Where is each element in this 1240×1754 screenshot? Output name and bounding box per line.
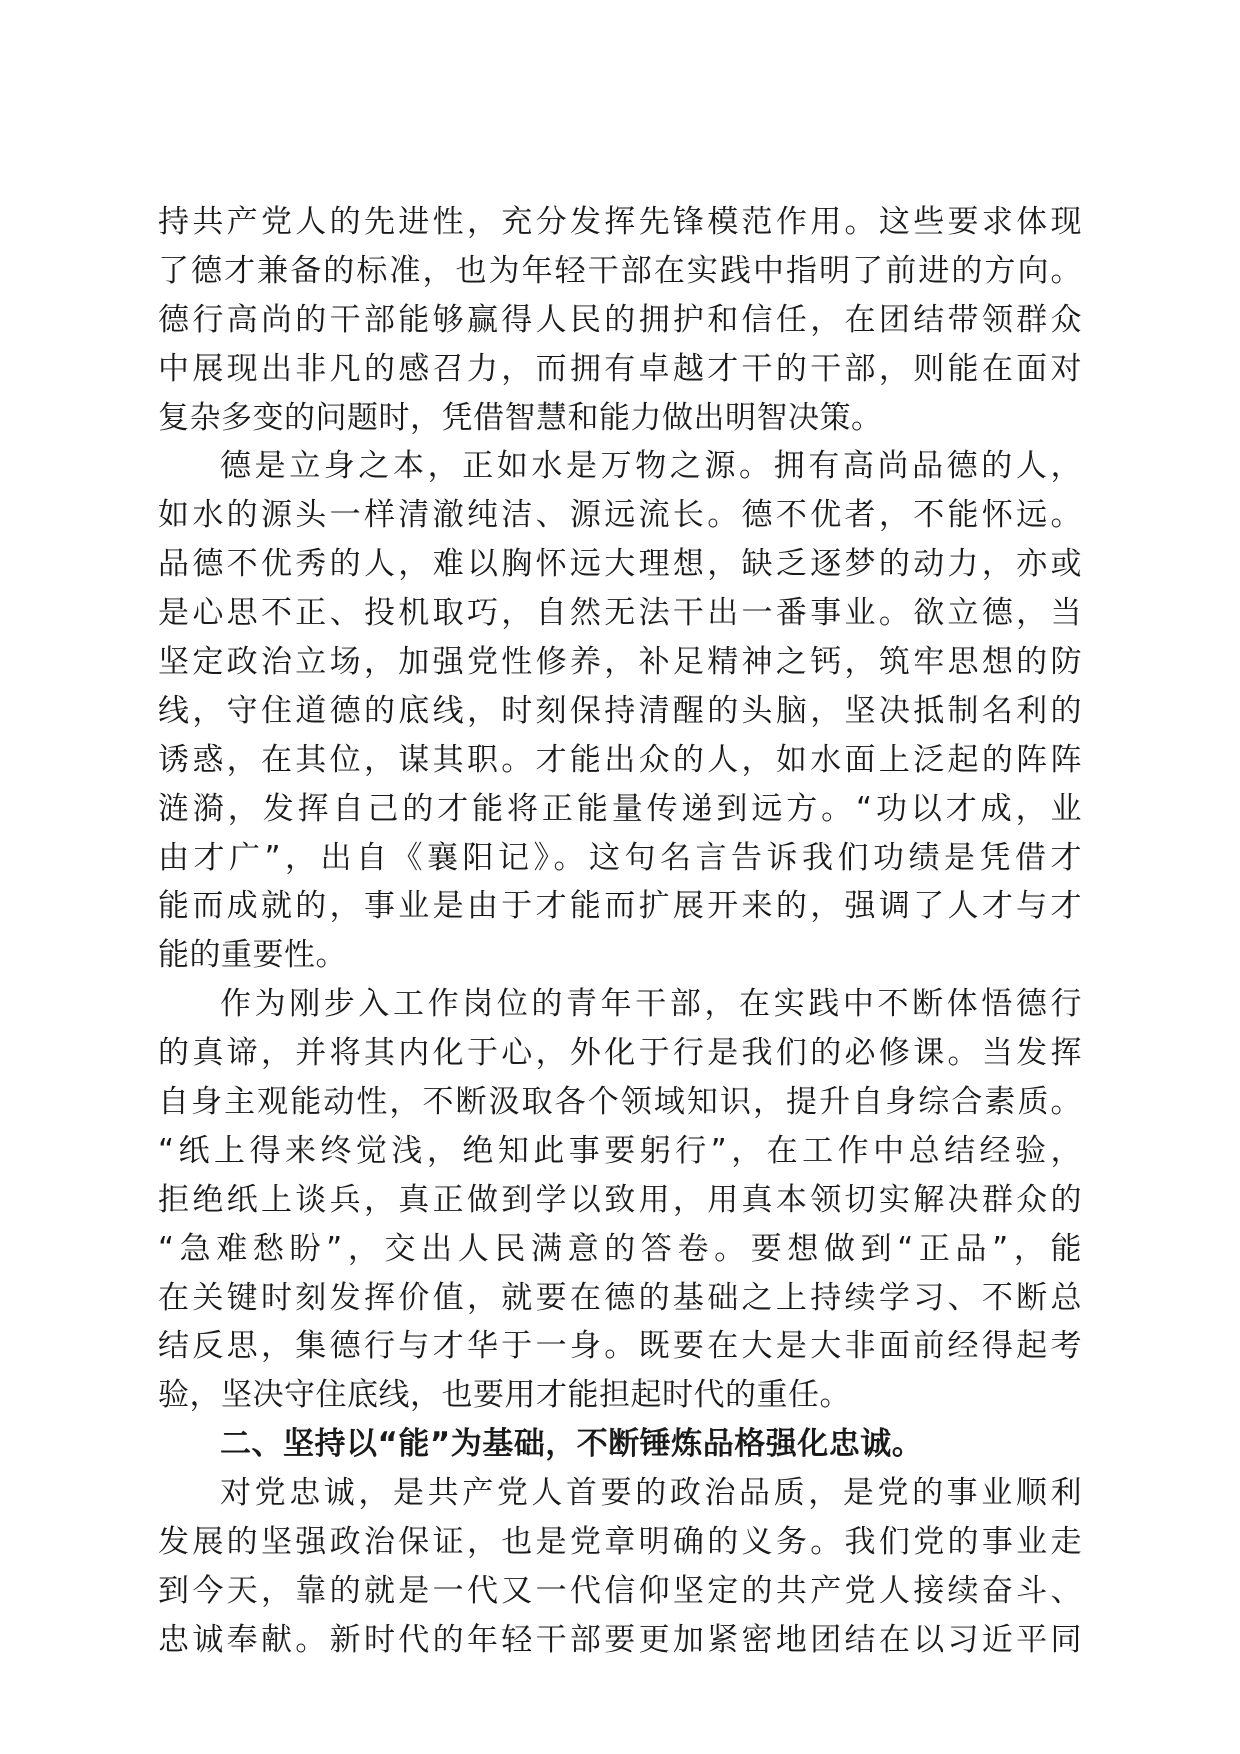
text-line: 涟漪，发挥自己的才能将正能量传递到远方。“功以才成，业: [158, 790, 1082, 827]
text-line: 由才广”，出自《襄阳记》。这句名言告诉我们功绩是凭借才: [158, 839, 1082, 876]
text-line: 在关键时刻发挥价值，就要在德的基础之上持续学习、不断总: [158, 1279, 1082, 1316]
text-line: 复杂多变的问题时，凭借智慧和能力做出明智决策。: [158, 399, 883, 436]
text-line: 作为刚步入工作岗位的青年干部，在实践中不断体悟德行: [220, 986, 1082, 1023]
text-line: 验，坚决守住底线，也要用才能担起时代的重任。: [158, 1377, 851, 1414]
text-line: 拒绝纸上谈兵，真正做到学以致用，用真本领切实解决群众的: [158, 1181, 1082, 1218]
text-line: 德是立身之本，正如水是万物之源。拥有高尚品德的人，: [220, 448, 1082, 485]
text-line: 能的重要性。: [158, 937, 347, 974]
paragraph-continued: [158, 198, 1082, 442]
section-heading: 二、坚持以“能”为基础，不断锤炼品格强化忠诚。: [220, 1426, 924, 1463]
paragraph-loyalty: [158, 1469, 1082, 1665]
text-line: 坚定政治立场，加强党性修养，补足精神之钙，筑牢思想的防: [158, 644, 1082, 681]
text-line: 中展现出非凡的感召力，而拥有卓越才干的干部，则能在面对: [158, 350, 1082, 387]
text-line: 德行高尚的干部能够赢得人民的拥护和信任，在团结带领群众: [158, 301, 1082, 338]
text-line: 线，守住道德的底线，时刻保持清醒的头脑，坚决抵制名利的: [158, 692, 1082, 729]
text-line: 能而成就的，事业是由于才能而扩展开来的，强调了人才与才: [158, 888, 1082, 925]
text-line: 结反思，集德行与才华于一身。既要在大是大非面前经得起考: [158, 1328, 1082, 1365]
text-line: 是心思不正、投机取巧，自然无法干出一番事业。欲立德，当: [158, 595, 1082, 632]
text-line: 的真谛，并将其内化于心，外化于行是我们的必修课。当发挥: [158, 1035, 1082, 1072]
text-line: 品德不优秀的人，难以胸怀远大理想，缺乏逐梦的动力，亦或: [158, 546, 1082, 583]
text-line: 发展的坚强政治保证，也是党章明确的义务。我们党的事业走: [158, 1524, 1082, 1561]
paragraph-de: [158, 442, 1082, 980]
text-line: 持共产党人的先进性，充分发挥先锋模范作用。这些要求体现: [158, 204, 1082, 240]
text-line: 对党忠诚，是共产党人首要的政治品质，是党的事业顺利: [220, 1475, 1082, 1512]
body-text: [158, 198, 1082, 1665]
text-line: 忠诚奉献。新时代的年轻干部要更加紧密地团结在以习近平同: [158, 1621, 1082, 1658]
text-line: “急难愁盼”，交出人民满意的答卷。要想做到“正品”，能: [158, 1230, 1082, 1267]
text-line: 如水的源头一样清澈纯洁、源远流长。德不优者，不能怀远。: [158, 497, 1082, 534]
text-line: 了德才兼备的标准，也为年轻干部在实践中指明了前进的方向。: [158, 252, 1082, 289]
paragraph-youth: [158, 980, 1082, 1420]
text-line: 到今天，靠的就是一代又一代信仰坚定的共产党人接续奋斗、: [158, 1572, 1082, 1609]
text-line: “纸上得来终觉浅，绝知此事要躬行”，在工作中总结经验，: [158, 1132, 1082, 1169]
text-line: 诱惑，在其位，谋其职。才能出众的人，如水面上泛起的阵阵: [158, 741, 1082, 778]
text-line: 自身主观能动性，不断汲取各个领域知识，提升自身综合素质。: [158, 1084, 1082, 1121]
